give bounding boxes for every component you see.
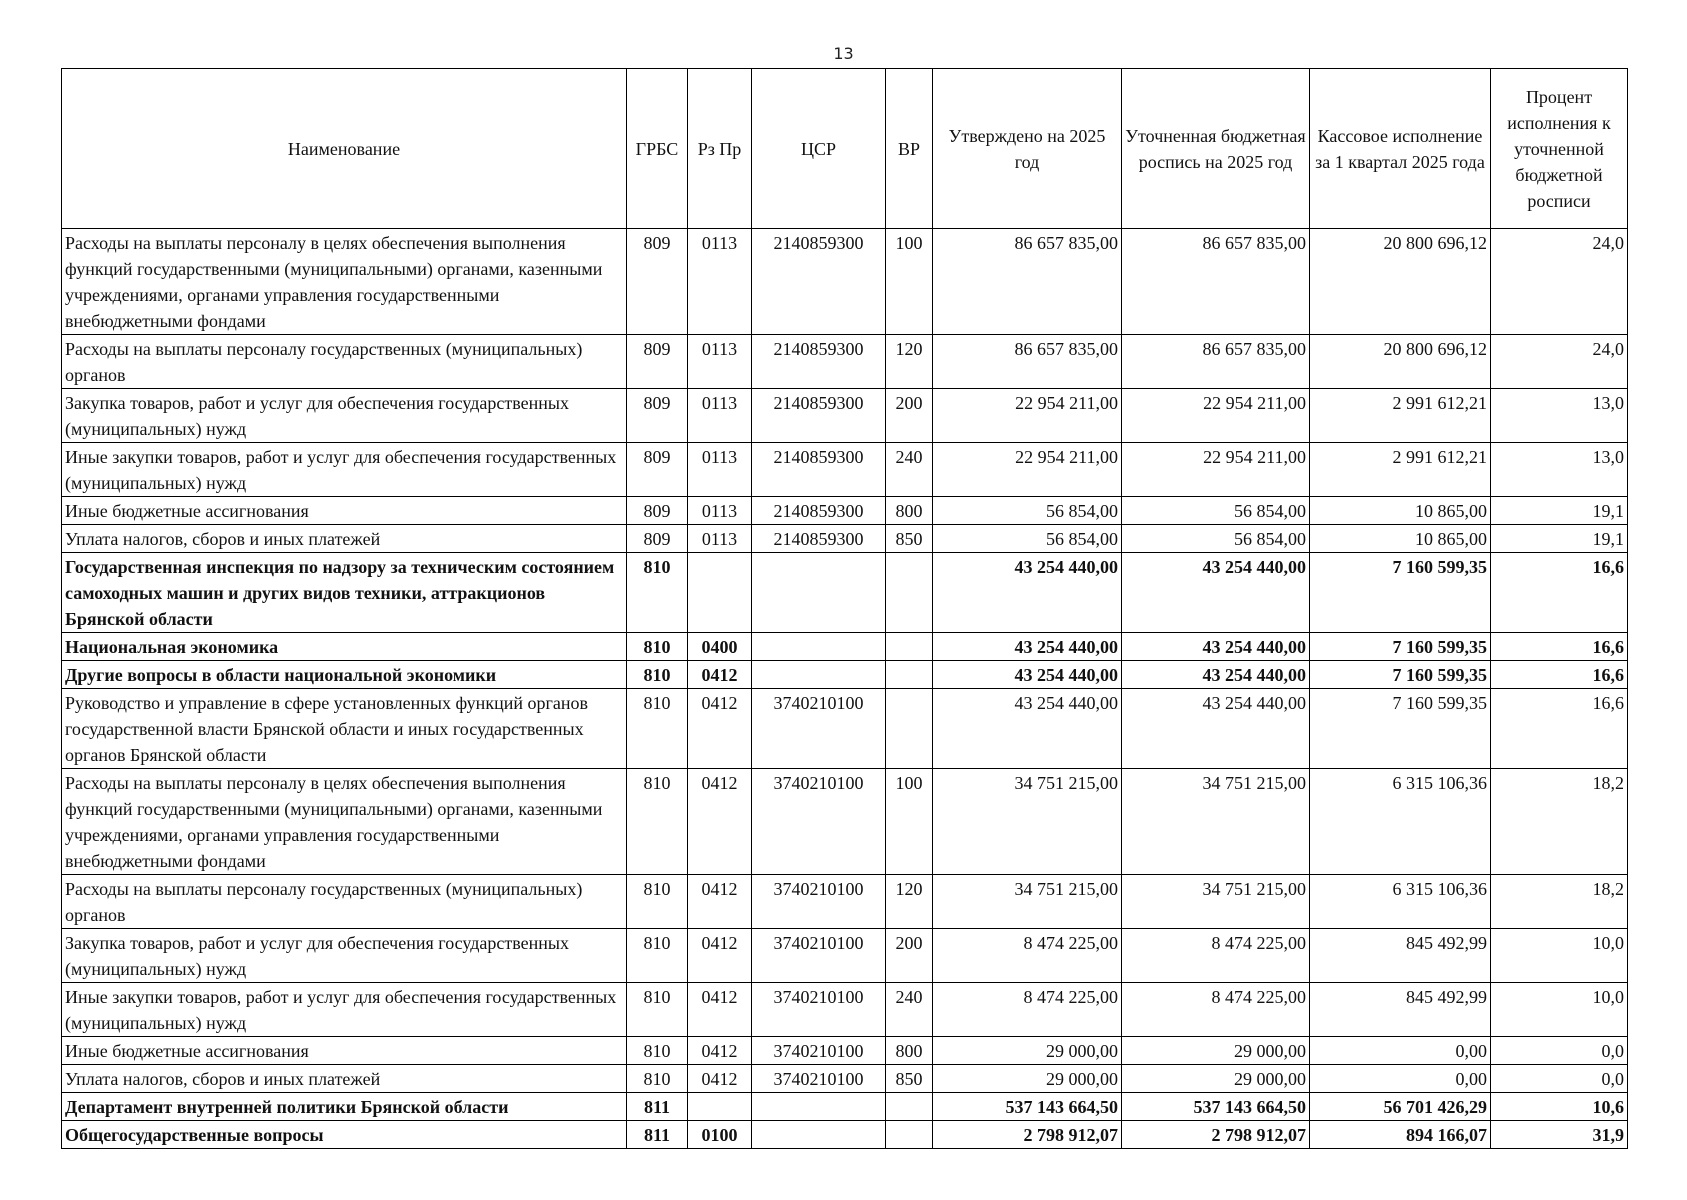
cell-percent: 16,6 [1491,661,1628,689]
cell-approved: 43 254 440,00 [933,633,1122,661]
cell-approved: 86 657 835,00 [933,229,1122,335]
cell-name: Другие вопросы в области национальной экономики [62,661,627,689]
cell-approved: 8 474 225,00 [933,983,1122,1037]
cell-percent: 24,0 [1491,335,1628,389]
cell-rzpr: 0412 [688,983,752,1037]
cell-rzpr: 0412 [688,1065,752,1093]
cell-csr: 3740210100 [752,875,886,929]
cell-csr [752,661,886,689]
cell-grbs: 810 [627,661,688,689]
cell-name: Иные закупки товаров, работ и услуг для обеспечения государственных (муниципальных) нужд [62,443,627,497]
table-row [62,443,1628,497]
cell-percent: 10,0 [1491,983,1628,1037]
table-row [62,335,1628,389]
cell-rzpr: 0113 [688,443,752,497]
cell-cash: 2 991 612,21 [1310,389,1491,443]
header-refined: Уточненная бюджетная роспись на 2025 год [1122,69,1310,229]
cell-vr: 850 [886,1065,933,1093]
cell-csr [752,633,886,661]
cell-rzpr: 0412 [688,1037,752,1065]
cell-grbs: 810 [627,769,688,875]
table-row [62,553,1628,633]
cell-rzpr: 0412 [688,875,752,929]
cell-vr: 850 [886,525,933,553]
cell-csr: 2140859300 [752,335,886,389]
cell-grbs: 810 [627,633,688,661]
cell-vr [886,633,933,661]
cell-name: Закупка товаров, работ и услуг для обеспечения государственных (муниципальных) нужд [62,389,627,443]
cell-name: Уплата налогов, сборов и иных платежей [62,525,627,553]
cell-csr: 3740210100 [752,769,886,875]
cell-refined: 43 254 440,00 [1122,689,1310,769]
cell-name: Иные закупки товаров, работ и услуг для обеспечения государственных (муниципальных) нужд [62,983,627,1037]
cell-vr: 240 [886,443,933,497]
cell-approved: 22 954 211,00 [933,389,1122,443]
cell-refined: 2 798 912,07 [1122,1121,1310,1149]
cell-approved: 43 254 440,00 [933,553,1122,633]
cell-grbs: 810 [627,929,688,983]
cell-cash: 10 865,00 [1310,497,1491,525]
cell-vr [886,689,933,769]
header-vr: ВР [886,69,933,229]
cell-approved: 29 000,00 [933,1065,1122,1093]
header-rzpr: Рз Пр [688,69,752,229]
cell-rzpr: 0113 [688,497,752,525]
cell-cash: 845 492,99 [1310,929,1491,983]
cell-name: Расходы на выплаты персоналу в целях обеспечения выполнения функций государственными (муниципальными) органами, казенными учреждениями, органами управления государственными внебюджетными фондами [62,229,627,335]
cell-vr: 240 [886,983,933,1037]
cell-rzpr: 0113 [688,525,752,553]
cell-name: Закупка товаров, работ и услуг для обеспечения государственных (муниципальных) нужд [62,929,627,983]
cell-cash: 7 160 599,35 [1310,553,1491,633]
cell-percent: 16,6 [1491,633,1628,661]
cell-vr: 120 [886,335,933,389]
cell-refined: 86 657 835,00 [1122,335,1310,389]
cell-name: Иные бюджетные ассигнования [62,497,627,525]
cell-csr: 2140859300 [752,443,886,497]
cell-name: Государственная инспекция по надзору за техническим состоянием самоходных машин и других видов техники, аттракционов Брянской области [62,553,627,633]
cell-cash: 0,00 [1310,1037,1491,1065]
cell-grbs: 810 [627,689,688,769]
cell-csr [752,1093,886,1121]
cell-percent: 18,2 [1491,769,1628,875]
cell-cash: 2 991 612,21 [1310,443,1491,497]
cell-refined: 8 474 225,00 [1122,983,1310,1037]
cell-name: Руководство и управление в сфере установленных функций органов государственной власти Брянской области и иных государственных органов Брянской области [62,689,627,769]
table-row [62,1093,1628,1121]
cell-percent: 13,0 [1491,389,1628,443]
cell-cash: 0,00 [1310,1065,1491,1093]
table-row [62,229,1628,335]
cell-csr: 3740210100 [752,689,886,769]
cell-approved: 43 254 440,00 [933,689,1122,769]
cell-grbs: 810 [627,983,688,1037]
cell-approved: 43 254 440,00 [933,661,1122,689]
cell-refined: 56 854,00 [1122,525,1310,553]
cell-name: Департамент внутренней политики Брянской области [62,1093,627,1121]
header-cash: Кассовое исполнение за 1 квартал 2025 года [1310,69,1491,229]
header-approved: Утверждено на 2025 год [933,69,1122,229]
cell-csr: 3740210100 [752,1037,886,1065]
cell-name: Расходы на выплаты персоналу государственных (муниципальных) органов [62,335,627,389]
cell-grbs: 810 [627,553,688,633]
cell-percent: 18,2 [1491,875,1628,929]
budget-execution-table [61,68,1628,1149]
table-row [62,689,1628,769]
cell-approved: 22 954 211,00 [933,443,1122,497]
cell-grbs: 809 [627,525,688,553]
table-row [62,661,1628,689]
cell-cash: 894 166,07 [1310,1121,1491,1149]
table-row [62,525,1628,553]
header-name: Наименование [62,69,627,229]
cell-refined: 22 954 211,00 [1122,389,1310,443]
cell-cash: 20 800 696,12 [1310,335,1491,389]
cell-approved: 56 854,00 [933,525,1122,553]
cell-refined: 29 000,00 [1122,1065,1310,1093]
cell-vr [886,1093,933,1121]
cell-percent: 31,9 [1491,1121,1628,1149]
cell-grbs: 810 [627,875,688,929]
cell-percent: 16,6 [1491,553,1628,633]
cell-refined: 34 751 215,00 [1122,875,1310,929]
cell-cash: 6 315 106,36 [1310,769,1491,875]
table-header-row [62,69,1628,229]
cell-name: Национальная экономика [62,633,627,661]
cell-percent: 24,0 [1491,229,1628,335]
cell-approved: 537 143 664,50 [933,1093,1122,1121]
table-row [62,769,1628,875]
cell-grbs: 810 [627,1037,688,1065]
cell-grbs: 811 [627,1121,688,1149]
cell-percent: 16,6 [1491,689,1628,769]
header-percent: Процент исполнения к уточненной бюджетной росписи [1491,69,1628,229]
cell-cash: 7 160 599,35 [1310,633,1491,661]
cell-name: Расходы на выплаты персоналу в целях обеспечения выполнения функций государственными (муниципальными) органами, казенными учреждениями, органами управления государственными внебюджетными фондами [62,769,627,875]
cell-cash: 7 160 599,35 [1310,689,1491,769]
cell-percent: 19,1 [1491,497,1628,525]
cell-approved: 8 474 225,00 [933,929,1122,983]
cell-refined: 8 474 225,00 [1122,929,1310,983]
cell-vr: 120 [886,875,933,929]
cell-refined: 29 000,00 [1122,1037,1310,1065]
cell-refined: 43 254 440,00 [1122,661,1310,689]
cell-rzpr: 0412 [688,689,752,769]
cell-vr [886,553,933,633]
cell-vr: 100 [886,229,933,335]
table-row [62,389,1628,443]
cell-approved: 34 751 215,00 [933,875,1122,929]
table-row [62,983,1628,1037]
cell-csr: 2140859300 [752,525,886,553]
cell-grbs: 809 [627,443,688,497]
table-row [62,497,1628,525]
header-csr: ЦСР [752,69,886,229]
cell-grbs: 809 [627,389,688,443]
cell-percent: 13,0 [1491,443,1628,497]
cell-rzpr: 0113 [688,389,752,443]
cell-grbs: 809 [627,229,688,335]
cell-name: Уплата налогов, сборов и иных платежей [62,1065,627,1093]
cell-csr: 3740210100 [752,1065,886,1093]
cell-rzpr: 0113 [688,229,752,335]
cell-vr [886,661,933,689]
cell-cash: 10 865,00 [1310,525,1491,553]
cell-csr: 2140859300 [752,497,886,525]
table-body [62,229,1628,1149]
cell-cash: 6 315 106,36 [1310,875,1491,929]
cell-name: Общегосударственные вопросы [62,1121,627,1149]
cell-grbs: 809 [627,335,688,389]
cell-name: Иные бюджетные ассигнования [62,1037,627,1065]
cell-refined: 22 954 211,00 [1122,443,1310,497]
header-grbs: ГРБС [627,69,688,229]
cell-refined: 34 751 215,00 [1122,769,1310,875]
table-row [62,875,1628,929]
cell-vr: 200 [886,389,933,443]
cell-grbs: 810 [627,1065,688,1093]
cell-vr [886,1121,933,1149]
cell-approved: 2 798 912,07 [933,1121,1122,1149]
cell-rzpr: 0412 [688,769,752,875]
cell-rzpr: 0100 [688,1121,752,1149]
cell-csr [752,553,886,633]
table-row [62,1121,1628,1149]
cell-grbs: 811 [627,1093,688,1121]
cell-approved: 29 000,00 [933,1037,1122,1065]
cell-cash: 7 160 599,35 [1310,661,1491,689]
page-number: 13 [833,44,854,63]
cell-refined: 43 254 440,00 [1122,633,1310,661]
cell-percent: 10,0 [1491,929,1628,983]
cell-approved: 34 751 215,00 [933,769,1122,875]
cell-grbs: 809 [627,497,688,525]
cell-cash: 20 800 696,12 [1310,229,1491,335]
cell-percent: 0,0 [1491,1065,1628,1093]
cell-cash: 56 701 426,29 [1310,1093,1491,1121]
cell-rzpr: 0400 [688,633,752,661]
cell-vr: 100 [886,769,933,875]
cell-percent: 19,1 [1491,525,1628,553]
cell-vr: 200 [886,929,933,983]
cell-rzpr: 0412 [688,929,752,983]
cell-cash: 845 492,99 [1310,983,1491,1037]
table-row [62,1037,1628,1065]
cell-rzpr: 0113 [688,335,752,389]
cell-name: Расходы на выплаты персоналу государственных (муниципальных) органов [62,875,627,929]
table-row [62,1065,1628,1093]
cell-csr [752,1121,886,1149]
cell-csr: 2140859300 [752,389,886,443]
cell-vr: 800 [886,497,933,525]
cell-refined: 43 254 440,00 [1122,553,1310,633]
cell-refined: 56 854,00 [1122,497,1310,525]
cell-refined: 537 143 664,50 [1122,1093,1310,1121]
cell-csr: 3740210100 [752,983,886,1037]
cell-refined: 86 657 835,00 [1122,229,1310,335]
cell-rzpr: 0412 [688,661,752,689]
cell-rzpr [688,553,752,633]
table-row [62,929,1628,983]
table-row [62,633,1628,661]
cell-percent: 10,6 [1491,1093,1628,1121]
cell-csr: 2140859300 [752,229,886,335]
cell-rzpr [688,1093,752,1121]
cell-approved: 86 657 835,00 [933,335,1122,389]
cell-csr: 3740210100 [752,929,886,983]
cell-percent: 0,0 [1491,1037,1628,1065]
cell-vr: 800 [886,1037,933,1065]
cell-approved: 56 854,00 [933,497,1122,525]
